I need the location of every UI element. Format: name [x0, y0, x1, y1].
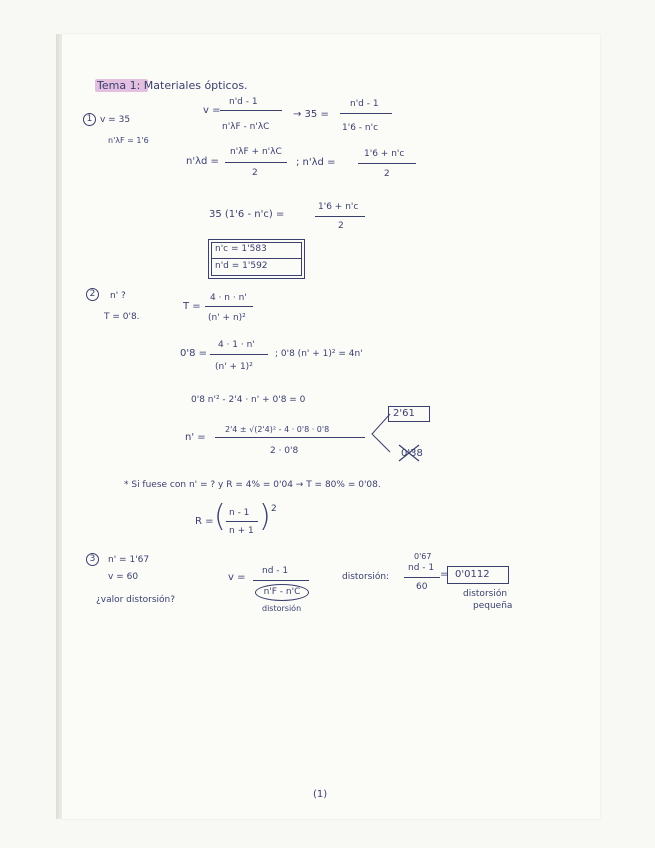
- p3-dist-result: 0'0112: [455, 569, 490, 580]
- p2-R-den: n + 1: [229, 526, 254, 536]
- p3-dist-note-1: distorsión: [463, 589, 508, 599]
- fraction-bar: [205, 306, 253, 307]
- p2-T-lhs: T =: [183, 301, 201, 312]
- fraction-bar: [220, 110, 282, 111]
- p2-given-T: T = 0'8.: [104, 312, 140, 322]
- p1-result-nd: n'd = 1'592: [215, 261, 268, 271]
- fraction-bar: [358, 163, 416, 164]
- p3-dist-num: nd - 1: [408, 563, 435, 573]
- p2-note: * Si fuese con n' = ? y R = 4% = 0'04 → T = 80% = 0'08.: [124, 480, 381, 490]
- p2-R-lhs: R =: [195, 516, 214, 527]
- p2-eq1-num: 4 · 1 · n': [218, 340, 255, 350]
- p1-nd-den: 2: [252, 168, 258, 178]
- p2-R-num: n - 1: [229, 508, 250, 518]
- p1-nd-num: n'λF + n'λC: [230, 147, 282, 157]
- p2-eq1-rhs: ; 0'8 (n' + 1)² = 4n': [275, 349, 363, 359]
- p1-formula-v-num: n'd - 1: [229, 97, 258, 107]
- p1-result-nc: n'c = 1'583: [215, 244, 267, 254]
- p3-v-den-circled: n'F - n'C: [255, 584, 309, 601]
- crossed-out-icon: [397, 443, 421, 463]
- p3-dist-eq: =: [440, 569, 449, 580]
- p2-eq1-lhs: 0'8 =: [180, 348, 208, 359]
- p3-dist-den: 60: [416, 582, 428, 592]
- p2-eq2: 0'8 n'² - 2'4 · n' + 0'8 = 0: [191, 395, 306, 405]
- p2-T-num: 4 · n · n': [210, 293, 247, 303]
- p1-result-box-divider: [211, 258, 301, 259]
- p2-root-a: 2'61: [393, 408, 415, 419]
- problem-3-number: 3: [86, 553, 99, 566]
- page-title: Tema 1: Materiales ópticos.: [97, 79, 248, 92]
- fraction-bar: [340, 113, 392, 114]
- p2-root-lhs: n' =: [185, 432, 206, 443]
- p2-eq1-den: (n' + 1)²: [215, 362, 253, 372]
- notebook-paper: [62, 34, 600, 819]
- fraction-bar: [315, 216, 365, 217]
- p1-nd2-lhs: ; n'λd =: [296, 157, 336, 168]
- p2-R-exp: 2: [271, 504, 277, 514]
- p1-given-v: v = 35: [100, 115, 131, 125]
- p1-formula-v-den: n'λF - n'λC: [222, 122, 270, 132]
- p3-given-n: n' = 1'67: [108, 555, 150, 565]
- p2-T-den: (n' + n)²: [208, 313, 246, 323]
- p3-dist-num-top: 0'67: [414, 552, 432, 561]
- fraction-bar: [253, 580, 309, 581]
- problem-2-number: 2: [86, 288, 99, 301]
- p1-nd2-num: 1'6 + n'c: [364, 149, 405, 159]
- p3-dist-label: distorsión:: [342, 572, 390, 582]
- problem-1-number: 1: [83, 113, 96, 126]
- p1-given-n: n'λF = 1'6: [108, 136, 149, 145]
- p3-v-den-note: distorsión: [262, 604, 302, 613]
- p2-root-den: 2 · 0'8: [270, 446, 299, 456]
- fraction-bar: [215, 437, 365, 438]
- fraction-bar: [210, 354, 268, 355]
- paren-right: ): [259, 499, 271, 534]
- p3-given-v: v = 60: [108, 572, 139, 582]
- p1-nd2-den: 2: [384, 169, 390, 179]
- p2-root-b: 0'38: [401, 448, 423, 459]
- p1-eq3-num: 1'6 + n'c: [318, 202, 359, 212]
- p3-v-lhs: v =: [228, 572, 246, 583]
- p3-dist-note-2: pequeña: [473, 601, 513, 611]
- p2-root-num: 2'4 ± √(2'4)² - 4 · 0'8 · 0'8: [225, 425, 330, 434]
- fraction-bar: [226, 521, 258, 522]
- p3-v-num: nd - 1: [262, 566, 289, 576]
- p1-nd-lhs: n'λd =: [186, 156, 219, 167]
- p1-arrow-eq-lhs: → 35 =: [293, 109, 329, 120]
- paren-left: (: [214, 499, 226, 534]
- p1-formula-v-lhs: v =: [203, 105, 221, 116]
- p1-arrow-eq-den: 1'6 - n'c: [342, 123, 379, 133]
- p2-given-n: n' ?: [110, 291, 126, 301]
- p1-eq3-den: 2: [338, 221, 344, 231]
- fraction-bar: [225, 162, 287, 163]
- p3-question: ¿valor distorsión?: [96, 595, 176, 605]
- p1-arrow-eq-num: n'd - 1: [350, 99, 379, 109]
- page-number: (1): [313, 789, 328, 800]
- p1-eq3-lhs: 35 (1'6 - n'c) =: [209, 209, 285, 220]
- fraction-bar: [404, 577, 440, 578]
